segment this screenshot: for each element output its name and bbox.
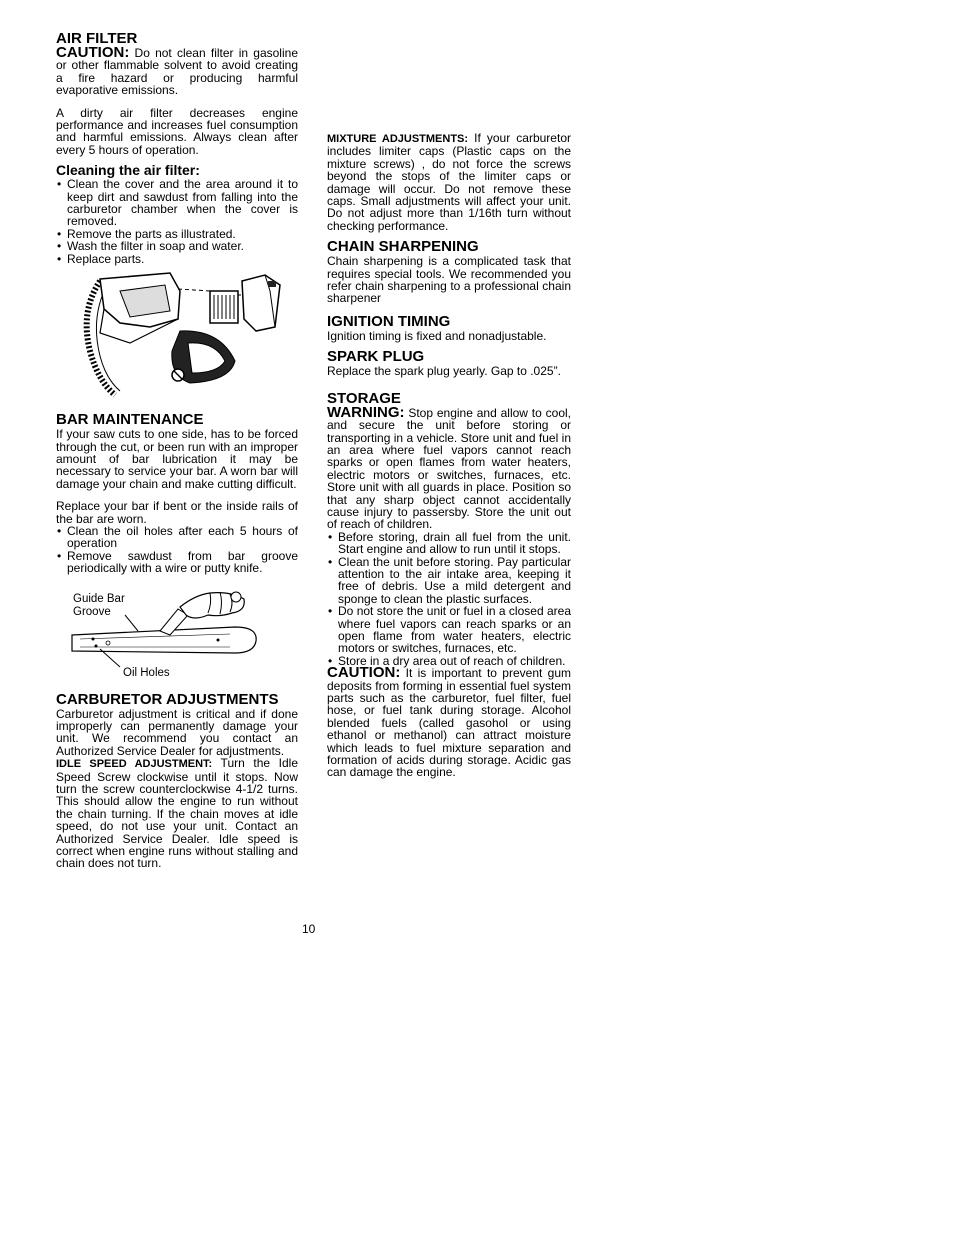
idle-speed-text: Turn the Idle Speed Screw clockwise until it stops. Now turn the screw counterclockwise 4-1/2 turns. This should allow the engine to run without the chain turning. If the chain moves at idle speed, do not use your unit. Contact an Authorized Service Dealer. Idle speed is correct when engine runs without stalling and chain does not turn. xyxy=(56,756,298,871)
right-column-content xyxy=(327,30,571,779)
list-item: • Wash the filter in soap and water. xyxy=(56,240,298,252)
list-item: • Do not store the unit or fuel in a closed area where fuel vapors can reach sparks or an open flame from water heaters, electric motors or switches, furnaces, etc. xyxy=(327,605,571,655)
air-filter-illustration xyxy=(60,271,298,399)
list-item: • Replace parts. xyxy=(56,253,298,265)
bar-maintenance-steps-list xyxy=(56,525,298,575)
mixture-text: If your carburetor includes limiter caps (Plastic caps on the mixture screws) , do not force the screws beyond the stops of the limiter caps or damage will occur. Do not remove these caps. Small adjustments will affect your unit. Do not adjust more than 1/16th turn without checking performance. xyxy=(327,131,571,233)
guide-bar-illustration xyxy=(60,587,298,683)
ignition-timing-heading: IGNITION TIMING xyxy=(327,312,451,330)
bar-maintenance-heading: BAR MAINTENANCE xyxy=(56,411,204,429)
idle-speed-label: IDLE SPEED ADJUSTMENT: xyxy=(56,758,213,771)
left-column xyxy=(56,30,298,870)
list-item: • Remove the parts as illustrated. xyxy=(56,228,298,240)
caution-label: CAUTION: xyxy=(327,664,401,682)
storage-steps-list xyxy=(327,531,571,667)
chain-sharpening-heading: CHAIN SHARPENING xyxy=(327,238,479,256)
chain-sharpening-paragraph: Chain sharpening is a complicated task that requires special tools. We recommended you refer chain sharpening to a professional chain sharpener xyxy=(327,254,571,306)
list-item: • Clean the unit before storing. Pay particular attention to the air intake area, keeping it free of debris. Use a mild detergent and sponge to clean the plastic surfaces. xyxy=(327,556,571,606)
mixture-paragraph xyxy=(327,132,571,232)
carburetor-paragraph: Carburetor adjustment is critical and if done improperly can permanently damage your unit. We recommend you contact an Authorized Service Dealer for adjustments. xyxy=(56,706,298,758)
cleaning-heading: Cleaning the air filter: xyxy=(56,162,200,179)
list-item: • Remove sawdust from bar groove periodically with a wire or putty knife. xyxy=(56,550,298,575)
spark-plug-paragraph: Replace the spark plug yearly. Gap to .025”. xyxy=(327,364,561,379)
cleaning-steps-list xyxy=(56,178,298,265)
caution-label: CAUTION: xyxy=(56,44,130,61)
carburetor-heading: CARBURETOR ADJUSTMENTS xyxy=(56,690,279,708)
warning-text: Stop engine and allow to cool, and secure the unit before storing or transporting in a vehicle. Store unit and fuel in an area where fuel vapors cannot reach sparks or open flames from water heaters, electric motors or switches, furnaces, etc. Store unit with all guards in place. Position so that any sharp object cannot accidentally cause injury to passersby. Store the unit out of reach of children. xyxy=(327,405,571,532)
list-item: • Clean the cover and the area around it to keep dirt and sawdust from falling into the carburetor chamber when the cover is removed. xyxy=(56,178,298,228)
guide-bar-groove-label: Guide Bar Groove xyxy=(73,592,125,618)
air-filter-heading: AIR FILTER xyxy=(56,30,138,47)
bar-maintenance-paragraph-2: Replace your bar if bent or the inside rails of the bar are worn. xyxy=(56,499,298,526)
chainsaw-air-filter-drawing xyxy=(60,271,290,399)
storage-caution xyxy=(327,664,571,780)
air-filter-caution xyxy=(56,44,298,98)
caution-text: It is important to prevent gum deposits from forming in essential fuel system parts such as the carburetor, fuel filter, fuel hose, or fuel tank during storage. Alcohol blended fuels (called gasohol or using ethanol or methanol) can attract moisture which leads to fuel mixture separation and formation of acids during storage. Acidic gas can damage the engine. xyxy=(327,666,571,780)
storage-heading: STORAGE xyxy=(327,389,401,407)
bar-maintenance-paragraph-1: If your saw cuts to one side, has to be forced through the cut, or been run with an improper amount of bar lubrication it may be necessary to service your bar. A worn bar will damage your chain and make cutting difficult. xyxy=(56,427,298,491)
caution-text: Do not clean filter in gasoline or other flammable solvent to avoid creating a fire hazard or producing harmful evaporative emissions. xyxy=(56,46,298,98)
warning-label: WARNING: xyxy=(327,403,405,421)
mixture-label: MIXTURE ADJUSTMENTS: xyxy=(327,133,469,145)
storage-warning xyxy=(327,403,571,532)
page-number: 10 xyxy=(302,922,316,936)
air-filter-paragraph: A dirty air filter decreases engine performance and increases fuel consumption and harmful emissions. Always clean after every 5 hours of operation. xyxy=(56,105,298,157)
spark-plug-heading: SPARK PLUG xyxy=(327,348,425,366)
list-item: • Store in a dry area out of reach of children. xyxy=(327,655,571,667)
idle-speed-paragraph xyxy=(56,757,298,870)
list-item: • Clean the oil holes after each 5 hours of operation xyxy=(56,525,298,550)
ignition-timing-paragraph: Ignition timing is fixed and nonadjustable. xyxy=(327,328,547,343)
oil-holes-label: Oil Holes xyxy=(123,666,170,679)
list-item: • Before storing, drain all fuel from the unit. Start engine and allow to run until it stops. xyxy=(327,531,571,556)
